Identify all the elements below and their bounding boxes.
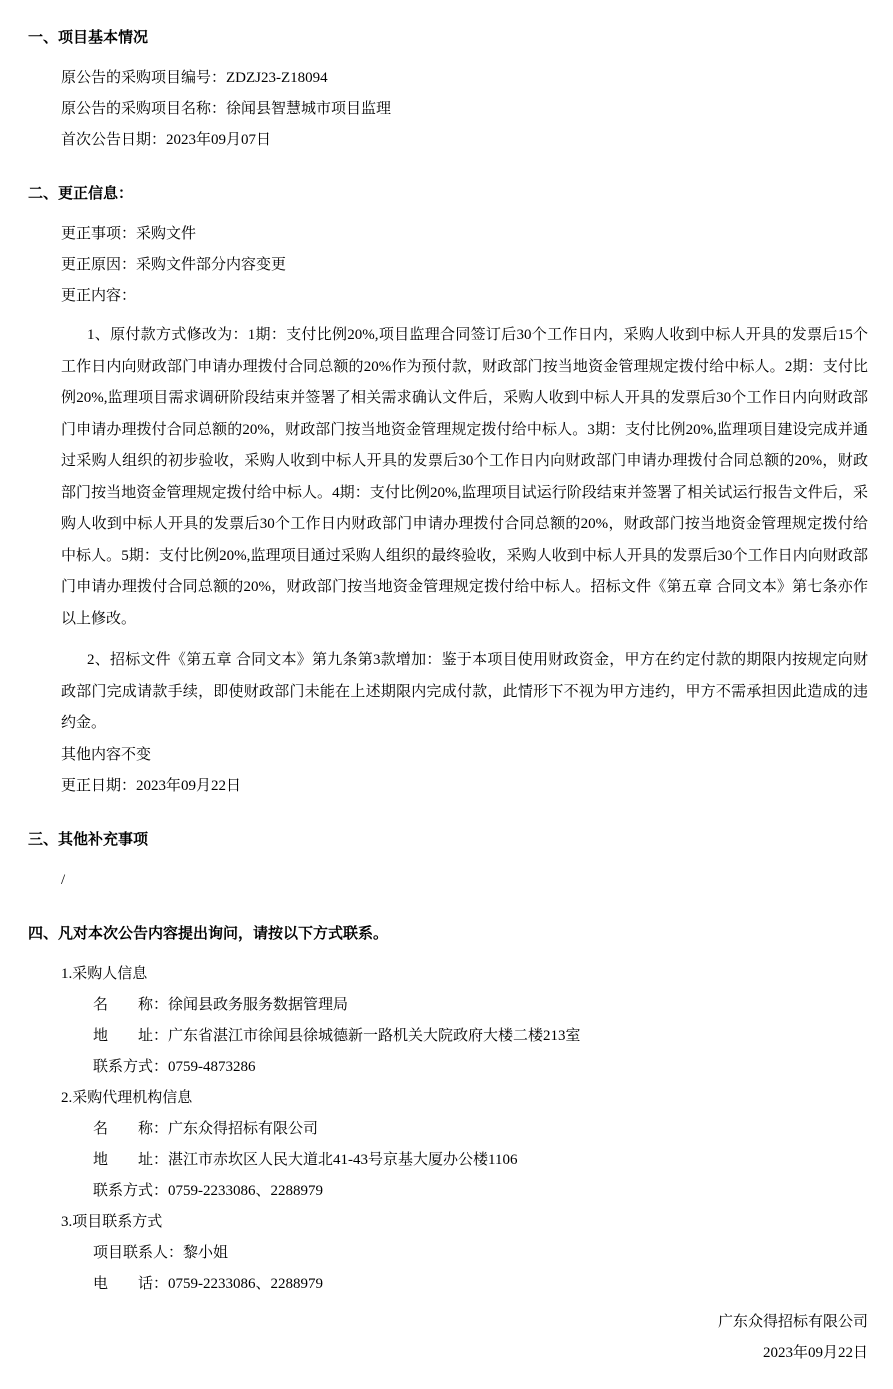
footer-date: 2023年09月22日 xyxy=(762,1344,868,1361)
footer-company-signature: 广东众得招标有限公司 xyxy=(717,1313,868,1330)
section-3-heading: 三、其他补充事项 xyxy=(28,831,149,848)
correction-paragraph-1: 1、原付款方式修改为：1期：支付比例20%,项目监理合同签订后30个工作日内，采购人收到中标人开具的发票后15个工作日内向财政部门申请办理拨付合同总额的20%作为预付款，财政部门按当地资金管理规定拨付给中标人。2期：支付比例20%,监理项目需求调研阶段结束并签署了相关需求确认文件后，采购人收到中标人开具的发票后30个工作日内向财政部门申请办理拨付合同总额的20%，财政部门按当地资金管理规定拨付给中标人。3期：支付比例20%,监理项目建设完成并通过采购人组织的初步验收，采购人收到中标人开具的发票后30个工作日内向财政部门申请办理拨付合同总额的20%，财政部门按当地资金管理规定拨付给中标人。4期：支付比例20%,监理项目试运行阶段结束并签署了相关试运行报告文件后，采购人收到中标人开具的发票后30个工作日内财政部门申请办理拨付合同总额的20%，财政部门按当地资金管理规定拨付给中标人。5期：支付比例20%,监理项目通过采购人组织的最终验收，采购人收到中标人开具的发票后30个工作日内向财政部门申请办理拨付合同总额的20%，财政部门按当地资金管理规定拨付给中标人。招标文件《第五章 合同文本》第七条亦作以上修改。 xyxy=(61,327,868,627)
purchaser-contact-line: 联系方式：0759-4873286 xyxy=(93,1058,256,1075)
project-contact-title: 3.项目联系方式 xyxy=(61,1213,163,1230)
agency-name-line: 名 称：广东众得招标有限公司 xyxy=(93,1120,319,1137)
project-contact-phone-line: 电 话：0759-2233086、2288979 xyxy=(93,1275,323,1292)
other-content-note: 其他内容不变 xyxy=(61,746,152,763)
first-announcement-date-line: 首次公告日期：2023年09月07日 xyxy=(61,132,272,148)
project-contact-person-line: 项目联系人：黎小姐 xyxy=(93,1244,229,1261)
purchaser-address-line: 地 址：广东省湛江市徐闻县徐城德新一路机关大院政府大楼二楼213室 xyxy=(93,1027,581,1044)
original-project-name-line: 原公告的采购项目名称：徐闻县智慧城市项目监理 xyxy=(61,101,392,117)
correction-item-line: 更正事项：采购文件 xyxy=(61,226,197,242)
correction-date-line: 更正日期：2023年09月22日 xyxy=(61,777,242,794)
agency-contact-line: 联系方式：0759-2233086、2288979 xyxy=(93,1182,323,1199)
section-4-heading: 四、凡对本次公告内容提出询问，请按以下方式联系。 xyxy=(28,925,389,942)
correction-paragraph-2: 2、招标文件《第五章 合同文本》第九条第3款增加：鉴于本项目使用财政资金，甲方在约定付款的期限内按规定向财政部门完成请款手续，即使财政部门未能在上述期限内完成付款，此情形下不视为甲方违约，甲方不需承担因此造成的违约金。 xyxy=(61,652,868,731)
original-project-number-line: 原公告的采购项目编号：ZDZJ23-Z18094 xyxy=(61,70,328,86)
correction-content-label: 更正内容： xyxy=(61,288,137,304)
agency-info-title: 2.采购代理机构信息 xyxy=(61,1089,193,1106)
correction-reason-line: 更正原因：采购文件部分内容变更 xyxy=(61,257,287,273)
section-1-heading: 一、项目基本情况 xyxy=(28,30,149,46)
agency-address-line: 地 址：湛江市赤坎区人民大道北41-43号京基大厦办公楼1106 xyxy=(93,1151,518,1168)
section-3-content: / xyxy=(61,871,66,888)
section-2-heading: 二、更正信息： xyxy=(28,186,134,202)
purchaser-name-line: 名 称：徐闻县政务服务数据管理局 xyxy=(93,996,349,1013)
purchaser-info-title: 1.采购人信息 xyxy=(61,965,148,982)
